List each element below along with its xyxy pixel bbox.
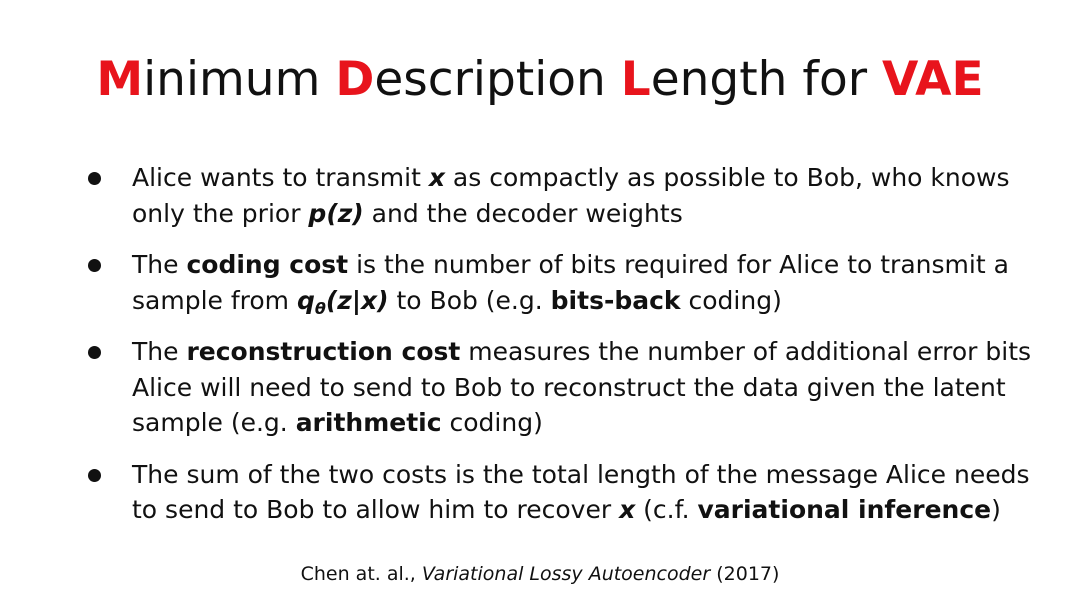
bullet-item-coding-cost bbox=[86, 247, 1036, 318]
bullet-text: coding) bbox=[441, 408, 543, 437]
title-text-escription: escription bbox=[374, 52, 621, 107]
math-q: q bbox=[296, 285, 315, 315]
bullet-dot-icon bbox=[88, 346, 101, 359]
bullet-text: The bbox=[132, 337, 187, 366]
bullet-list bbox=[86, 160, 1036, 528]
slide-title bbox=[0, 44, 1080, 116]
citation-year: (2017) bbox=[710, 563, 780, 585]
bullet-text: The sum of the two costs is the total length of the message Alice needs to send to Bob to allow him to recover bbox=[132, 459, 1030, 524]
title-initial-d: D bbox=[335, 52, 375, 107]
citation bbox=[0, 561, 1080, 587]
title-text-inimum: inimum bbox=[143, 52, 336, 107]
bullet-text: to Bob (e.g. bbox=[388, 285, 551, 315]
citation-paper-title: Variational Lossy Autoencoder bbox=[421, 563, 711, 585]
term-bits-back: bits-back bbox=[550, 285, 681, 315]
bullet-text: ) bbox=[991, 495, 1001, 524]
math-x: x bbox=[428, 163, 445, 192]
bullet-text: (c.f. bbox=[635, 495, 698, 524]
math-prior-pz: p(z) bbox=[308, 198, 364, 228]
math-theta-subscript: θ bbox=[314, 298, 326, 318]
bullet-item-reconstruction-cost bbox=[86, 334, 1036, 441]
title-initial-m: M bbox=[96, 52, 144, 107]
term-arithmetic: arithmetic bbox=[295, 408, 442, 437]
bullet-text: as compactly as possible to Bob, who knows only the prior bbox=[132, 163, 1010, 228]
bullet-text: is the number of bits required for Alice to transmit a sample from bbox=[132, 250, 1009, 315]
title-text-ength-for: ength for bbox=[650, 52, 882, 107]
bullet-text: and the decoder weights bbox=[363, 198, 683, 228]
bullet-text: coding) bbox=[680, 285, 782, 315]
title-initial-l: L bbox=[620, 52, 651, 107]
bullet-item-transmit bbox=[86, 160, 1036, 231]
term-coding-cost: coding cost bbox=[186, 250, 349, 279]
bullet-dot-icon bbox=[88, 172, 101, 185]
citation-authors: Chen at. al., bbox=[300, 563, 422, 585]
bullet-dot-icon bbox=[88, 259, 101, 272]
term-reconstruction-cost: reconstruction cost bbox=[186, 337, 461, 366]
bullet-text: The bbox=[132, 250, 187, 279]
math-x: x bbox=[619, 495, 636, 524]
math-z-given-x: (z|x) bbox=[325, 285, 389, 315]
bullet-item-total-length bbox=[86, 457, 1036, 528]
bullet-text: Alice wants to transmit bbox=[132, 163, 429, 192]
title-vae: VAE bbox=[881, 52, 984, 107]
term-variational-inference: variational inference bbox=[697, 495, 992, 524]
bullet-dot-icon bbox=[88, 469, 101, 482]
bullet-text: measures the number of additional error bits Alice will need to send to Bob to reconstruct the data given the latent sample (e.g. bbox=[132, 337, 1032, 437]
